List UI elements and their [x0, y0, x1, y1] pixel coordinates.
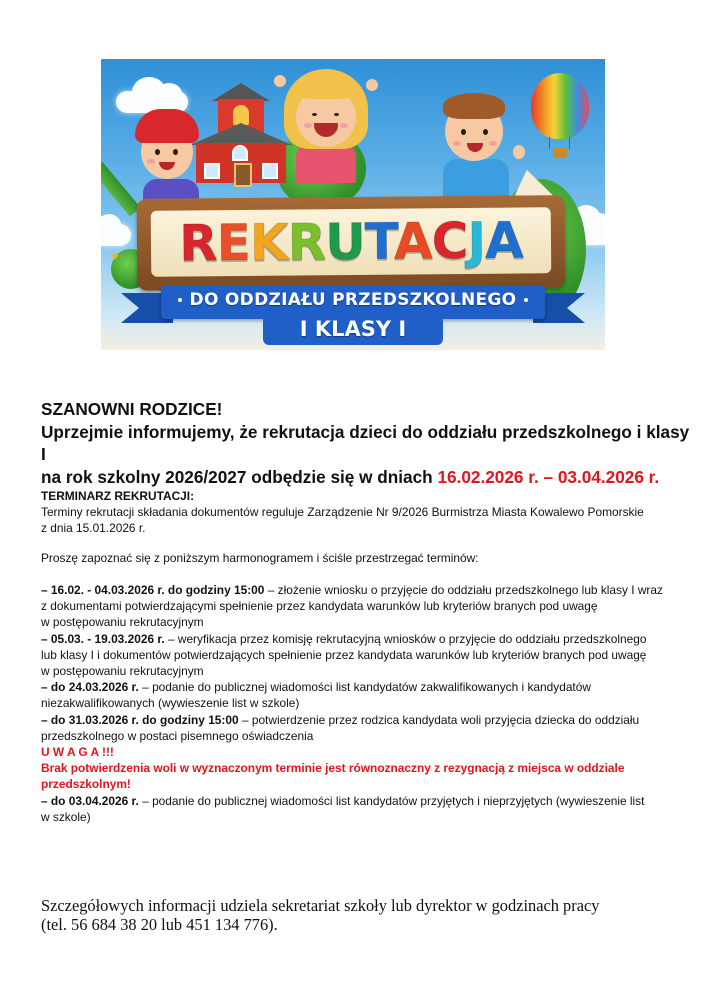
schedule-continuation: w postępowaniu rekrutacyjnym: [41, 615, 204, 630]
ribbon-line-2: I KLASY I: [299, 317, 407, 341]
intro-block: [41, 398, 691, 488]
contact-footer: [41, 896, 681, 934]
schedule-item: [41, 679, 681, 711]
schedule-item: [41, 631, 681, 680]
schedule-text: – podanie do publicznej wiadomości list kandydatów zakwalifikowanych i kandydatów: [138, 680, 591, 695]
dot-icon: [524, 298, 528, 302]
regulation-date: z dnia 15.01.2026 r.: [41, 521, 146, 536]
intro-line-2-text: na rok szkolny 2026/2027 odbędzie się w dniach: [41, 466, 438, 487]
headline-letter: A: [393, 212, 432, 271]
schedule-item: [41, 793, 681, 825]
bell-icon: [233, 105, 249, 125]
terminarz-section: [41, 488, 681, 537]
schedule-date: – 05.03. - 19.03.2026 r.: [41, 631, 165, 646]
schedule-continuation: z dokumentami potwierdzającymi spełnienie przez kandydata warunków lub kryteriów branych pod uwagę: [41, 599, 598, 614]
raised-fist: [366, 79, 378, 91]
balloon-basket: [553, 147, 567, 157]
schedule-continuation: lub klasy I i dokumentów potwierdzających spełnienie przez kandydata warunków lub kryteriów branych pod uwagę: [41, 647, 647, 662]
dot-icon: [178, 298, 182, 302]
schedule-continuation: niezakwalifikowanych (wywieszenie list w szkole): [41, 696, 300, 711]
schedule-continuation: w postępowaniu rekrutacyjnym: [41, 664, 204, 679]
recruitment-date-range: 16.02.2026 r. – 03.04.2026 r.: [437, 466, 660, 487]
hot-air-balloon-icon: [531, 73, 589, 139]
instruction-text: Proszę zapoznać się z poniższym harmonogramem i ściśle przestrzegać terminów:: [41, 551, 479, 565]
headline-letter: A: [484, 211, 523, 270]
headline-letter: C: [431, 211, 468, 271]
warning-text-line-1: Brak potwierdzenia woli w wyznaczonym terminie jest równoznaczny z rezygnacją z miejsca w oddziale: [41, 761, 625, 776]
headline-letter: K: [249, 213, 288, 272]
headline-letter: T: [364, 212, 395, 271]
waving-hand: [513, 145, 525, 159]
headline-letter: R: [178, 214, 218, 273]
salutation: SZANOWNI RODZICE!: [41, 399, 223, 419]
butterfly-icon: ✦: [391, 70, 403, 86]
schedule-item: [41, 712, 681, 744]
intro-line-2: [41, 466, 691, 489]
balloon-rope: [549, 137, 550, 149]
schedule-continuation: przedszkolnego w postaci pisemnego oświadczenia: [41, 728, 314, 743]
warning-text-line-2: przedszkolnym!: [41, 777, 131, 792]
schedule-text: – weryfikacja przez komisję rekrutacyjną wniosków o przyjęcie do oddziału przedszkolnego: [164, 631, 647, 646]
ribbon-line-1: DO ODDZIAŁU PRZEDSZKOLNEGO: [189, 290, 517, 310]
butterfly-icon: ✦: [109, 248, 121, 264]
intro-line-1: Uprzejmie informujemy, że rekrutacja dzieci do oddziału przedszkolnego i klasy I: [41, 421, 690, 464]
boy-with-cap-illustration: [111, 99, 221, 209]
schedule-text: – potwierdzenie przez rodzica kandydata woli przyjęcia dziecka do oddziału: [238, 712, 640, 727]
cloud-decoration: [101, 224, 131, 246]
schedule-continuation: w szkole): [41, 809, 91, 824]
schedule-text: – złożenie wniosku o przyjęcie do oddziału przedszkolnego lub klasy I wraz: [264, 583, 663, 597]
contact-line-1: Szczegółowych informacji udziela sekretariat szkoły lub dyrektor w godzinach pracy: [41, 896, 600, 915]
girl-cheering-illustration: [266, 63, 386, 193]
schedule-text: – podanie do publicznej wiadomości list kandydatów przyjętych i nieprzyjętych (wywieszenie list: [138, 793, 645, 808]
headline-letter: E: [216, 213, 251, 273]
ribbon-sub-banner: [263, 311, 443, 345]
headline-rekrutacja: [151, 209, 552, 274]
schedule-item: [41, 582, 681, 631]
contact-phone-line: (tel. 56 684 38 20 lub 451 134 776).: [41, 915, 278, 934]
headline-letter: J: [467, 211, 486, 270]
raised-fist: [274, 75, 286, 87]
headline-letter: R: [287, 213, 326, 272]
schedule-date: – 16.02. - 04.03.2026 r. do godziny 15:00: [41, 583, 265, 597]
schedule-date: – do 03.04.2026 r.: [41, 793, 139, 808]
regulation-text: Terminy rekrutacji składania dokumentów reguluje Zarządzenie Nr 9/2026 Burmistrza Miasta Kowalewo Pomorskie: [41, 505, 644, 520]
schedule-date: – do 31.03.2026 r. do godziny 15:00: [41, 712, 239, 727]
schedule-list: [41, 582, 681, 825]
warning-label: U W A G A !!!: [41, 745, 114, 760]
recruitment-banner-image: [101, 59, 605, 350]
wooden-sign: [137, 195, 566, 291]
headline-letter: U: [324, 212, 366, 272]
schedule-date: – do 24.03.2026 r.: [41, 680, 139, 695]
pencil-icon: [101, 162, 141, 217]
terminarz-heading: TERMINARZ REKRUTACJI:: [41, 489, 195, 503]
balloon-rope: [569, 137, 570, 149]
